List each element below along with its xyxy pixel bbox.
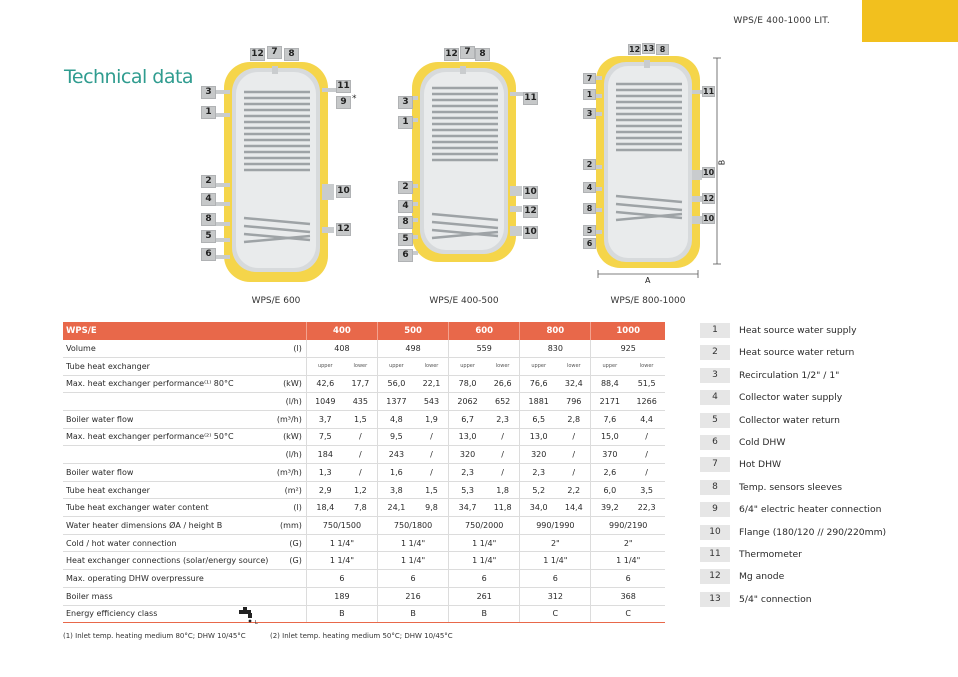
callout-label: 12 bbox=[703, 194, 715, 203]
row-label: Water heater dimensions ØA / height B bbox=[63, 517, 271, 535]
table-row bbox=[63, 605, 665, 623]
row-unit bbox=[271, 605, 306, 623]
row-label: Boiler water flow bbox=[63, 410, 271, 428]
table-cell: / bbox=[628, 464, 665, 482]
callout-label: 8 bbox=[201, 213, 216, 226]
row-unit: (l) bbox=[271, 499, 306, 517]
row-unit: (m²) bbox=[271, 481, 306, 499]
table-cell: 216 bbox=[378, 587, 449, 605]
row-unit: (l/h) bbox=[271, 446, 306, 464]
legend-number: 4 bbox=[700, 390, 730, 405]
table-cell: 1 1/4" bbox=[449, 552, 520, 570]
table-cell: 3,8 bbox=[378, 481, 415, 499]
table-cell: 1 1/4" bbox=[378, 534, 449, 552]
table-cell: 652 bbox=[486, 393, 520, 411]
row-label: Energy efficiency class bbox=[63, 605, 271, 623]
legend-item bbox=[700, 368, 900, 385]
table-cell: 13,0 bbox=[520, 428, 557, 446]
table-row bbox=[63, 340, 665, 358]
legend-item bbox=[700, 345, 900, 362]
row-unit: (kW) bbox=[271, 375, 306, 393]
footnote-1: (1) Inlet temp. heating medium 80°C; DHW 10/45°C bbox=[63, 632, 246, 640]
table-cell: 1,2 bbox=[344, 481, 378, 499]
row-label bbox=[63, 393, 271, 411]
row-unit bbox=[271, 570, 306, 588]
row-unit: (G) bbox=[271, 552, 306, 570]
table-cell: 5,2 bbox=[520, 481, 557, 499]
table-cell: / bbox=[557, 428, 591, 446]
row-label: Cold / hot water connection bbox=[63, 534, 271, 552]
technical-data-table bbox=[63, 322, 665, 623]
legend-number: 11 bbox=[700, 547, 730, 562]
legend-item bbox=[700, 413, 900, 430]
callout-label: 5 bbox=[583, 225, 596, 236]
table-cell: 750/1800 bbox=[378, 517, 449, 535]
table-cell: 2,3 bbox=[520, 464, 557, 482]
table-row bbox=[63, 357, 665, 375]
table-subheader: upper bbox=[591, 357, 628, 375]
table-subheader: lower bbox=[486, 357, 520, 375]
legend-text: Cold DHW bbox=[739, 437, 786, 448]
row-unit bbox=[271, 357, 306, 375]
table-subheader: lower bbox=[415, 357, 449, 375]
row-label: Tube heat exchanger water content bbox=[63, 499, 271, 517]
table-cell: 559 bbox=[449, 340, 520, 358]
callout-label: 9 bbox=[336, 96, 351, 109]
model-header: 800 bbox=[520, 322, 591, 340]
table-subheader: upper bbox=[520, 357, 557, 375]
legend-text: Hot DHW bbox=[739, 459, 782, 471]
table-row bbox=[63, 552, 665, 570]
table-cell: 2,2 bbox=[557, 481, 591, 499]
table-cell: 925 bbox=[591, 340, 665, 358]
table-subheader: lower bbox=[628, 357, 665, 375]
callout-label: 12 bbox=[251, 49, 264, 59]
table-cell: 1 1/4" bbox=[378, 552, 449, 570]
legend-number: 1 bbox=[700, 323, 730, 338]
callout-label: 7 bbox=[460, 46, 475, 59]
table-cell: 1,5 bbox=[344, 410, 378, 428]
legend-item bbox=[700, 323, 900, 340]
row-label: Max. heat exchanger performance⁽¹⁾ 80°C bbox=[63, 375, 271, 393]
table-cell: / bbox=[628, 428, 665, 446]
table-cell: / bbox=[415, 446, 449, 464]
tank-drawing-800-1000 bbox=[0, 0, 958, 300]
dimension-b-label: B bbox=[717, 159, 727, 166]
callout-label: 8 bbox=[656, 44, 669, 55]
table-cell: 7,8 bbox=[344, 499, 378, 517]
legend-number: 8 bbox=[700, 480, 730, 495]
table-cell: 990/1990 bbox=[520, 517, 591, 535]
legend-number: 5 bbox=[700, 413, 730, 428]
table-cell: 1,3 bbox=[306, 464, 343, 482]
table-cell: 7,5 bbox=[306, 428, 343, 446]
callout-label: 10 bbox=[703, 214, 715, 223]
legend-item bbox=[700, 592, 900, 609]
legend-number: 9 bbox=[700, 502, 730, 517]
table-cell: 312 bbox=[520, 587, 591, 605]
table-cell: 1,9 bbox=[415, 410, 449, 428]
legend-text: Heat source water return bbox=[739, 347, 855, 359]
callout-label: 3 bbox=[398, 96, 413, 109]
page-title: Technical data bbox=[64, 66, 194, 88]
model-header: 400 bbox=[306, 322, 377, 340]
callout-label: 7 bbox=[583, 73, 596, 84]
model-header: 500 bbox=[378, 322, 449, 340]
table-cell: / bbox=[557, 464, 591, 482]
table-cell: B bbox=[306, 605, 377, 623]
row-unit bbox=[271, 587, 306, 605]
table-cell: 2,3 bbox=[486, 410, 520, 428]
table-cell: 750/1500 bbox=[306, 517, 377, 535]
table-cell: 32,4 bbox=[557, 375, 591, 393]
table-cell: 2,9 bbox=[306, 481, 343, 499]
table-cell: 7,6 bbox=[591, 410, 628, 428]
callout-label: 2 bbox=[201, 175, 216, 188]
table-row bbox=[63, 428, 665, 446]
table-cell: 435 bbox=[344, 393, 378, 411]
legend-text: Mg anode bbox=[739, 571, 785, 583]
callout-label: 12 bbox=[445, 49, 458, 59]
table-cell: 9,8 bbox=[415, 499, 449, 517]
table-row bbox=[63, 570, 665, 588]
table-cell: / bbox=[486, 446, 520, 464]
row-label: Boiler mass bbox=[63, 587, 271, 605]
row-unit: (l/h) bbox=[271, 393, 306, 411]
table-cell: 3,7 bbox=[306, 410, 343, 428]
row-label: Max. heat exchanger performance⁽²⁾ 50°C bbox=[63, 428, 271, 446]
table-cell: 6 bbox=[306, 570, 377, 588]
footnote-2: (2) Inlet temp. heating medium 50°C; DHW 10/45°C bbox=[270, 632, 453, 640]
callout-label: 12 bbox=[524, 206, 537, 216]
table-cell: 3,5 bbox=[628, 481, 665, 499]
row-label: Boiler water flow bbox=[63, 464, 271, 482]
callout-label: 8 bbox=[284, 48, 299, 61]
svg-text:L: L bbox=[255, 620, 258, 625]
table-cell: 39,2 bbox=[591, 499, 628, 517]
callout-label: 10 bbox=[703, 168, 715, 177]
table-cell: 1049 bbox=[306, 393, 343, 411]
table-subheader: upper bbox=[378, 357, 415, 375]
table-cell: 408 bbox=[306, 340, 377, 358]
table-row bbox=[63, 446, 665, 464]
table-cell: 1266 bbox=[628, 393, 665, 411]
table-cell: 6 bbox=[378, 570, 449, 588]
table-cell: 1 1/4" bbox=[520, 552, 591, 570]
table-row bbox=[63, 587, 665, 605]
table-cell: 2062 bbox=[449, 393, 486, 411]
legend-item bbox=[700, 525, 900, 542]
table-cell: B bbox=[449, 605, 520, 623]
diagram-caption: WPS/E 400-500 bbox=[429, 296, 499, 306]
callout-label: 10 bbox=[524, 187, 537, 197]
table-cell: 2" bbox=[591, 534, 665, 552]
table-cell: 189 bbox=[306, 587, 377, 605]
table-cell: 2,8 bbox=[557, 410, 591, 428]
row-unit: (m³/h) bbox=[271, 410, 306, 428]
callout-label: 7 bbox=[267, 46, 282, 59]
table-row bbox=[63, 393, 665, 411]
table-row bbox=[63, 499, 665, 517]
table-cell: / bbox=[415, 464, 449, 482]
model-header: 1000 bbox=[591, 322, 665, 340]
table-cell: 17,7 bbox=[344, 375, 378, 393]
callout-label: 5 bbox=[398, 233, 413, 246]
callout-label: 11 bbox=[703, 87, 715, 96]
legend-text: Temp. sensors sleeves bbox=[739, 481, 842, 493]
table-cell: / bbox=[415, 428, 449, 446]
table-cell: 76,6 bbox=[520, 375, 557, 393]
table-cell: 4,4 bbox=[628, 410, 665, 428]
legend-number: 2 bbox=[700, 345, 730, 360]
table-cell: 24,1 bbox=[378, 499, 415, 517]
table-subheader: upper bbox=[306, 357, 343, 375]
callout-label: 12 bbox=[337, 224, 350, 234]
table-cell: C bbox=[520, 605, 591, 623]
table-cell: 6,0 bbox=[591, 481, 628, 499]
table-cell: 261 bbox=[449, 587, 520, 605]
table-cell: 22,1 bbox=[415, 375, 449, 393]
table-cell: 9,5 bbox=[378, 428, 415, 446]
row-unit: (G) bbox=[271, 534, 306, 552]
callout-label: 10 bbox=[337, 186, 350, 196]
table-subheader: upper bbox=[449, 357, 486, 375]
table-cell: 1 1/4" bbox=[306, 552, 377, 570]
table-cell: 2" bbox=[520, 534, 591, 552]
table-cell: 184 bbox=[306, 446, 343, 464]
table-cell: 543 bbox=[415, 393, 449, 411]
legend-text: Flange (180/120 // 290/220mm) bbox=[739, 526, 887, 538]
table-cell: 1881 bbox=[520, 393, 557, 411]
table-cell: 22,3 bbox=[628, 499, 665, 517]
callout-label: 11 bbox=[337, 81, 350, 91]
table-cell: 370 bbox=[591, 446, 628, 464]
legend-text: Thermometer bbox=[739, 549, 802, 560]
table-cell: 6,7 bbox=[449, 410, 486, 428]
legend-text: Collector water return bbox=[739, 414, 840, 426]
dimension-a-label: A bbox=[645, 276, 651, 285]
callout-label: 8 bbox=[583, 203, 596, 214]
row-unit: (l) bbox=[271, 340, 306, 358]
row-label bbox=[63, 446, 271, 464]
table-cell: / bbox=[344, 428, 378, 446]
diagram-caption: WPS/E 800-1000 bbox=[610, 296, 686, 306]
callout-label: 3 bbox=[201, 86, 216, 99]
table-cell: 243 bbox=[378, 446, 415, 464]
legend-number: 13 bbox=[700, 592, 730, 607]
row-label: Max. operating DHW overpressure bbox=[63, 570, 271, 588]
row-label: Volume bbox=[63, 340, 271, 358]
footnote-star: * bbox=[352, 94, 357, 104]
legend-number: 10 bbox=[700, 525, 730, 540]
legend-item bbox=[700, 480, 900, 497]
row-unit: (mm) bbox=[271, 517, 306, 535]
table-cell: 1,6 bbox=[378, 464, 415, 482]
table-cell: 26,6 bbox=[486, 375, 520, 393]
table-cell: / bbox=[557, 446, 591, 464]
callout-label: 4 bbox=[201, 193, 216, 206]
table-cell: 13,0 bbox=[449, 428, 486, 446]
legend-item bbox=[700, 502, 900, 519]
table-row bbox=[63, 464, 665, 482]
callout-label: 2 bbox=[583, 159, 596, 170]
table-cell: 498 bbox=[378, 340, 449, 358]
table-header-label: WPS/E bbox=[63, 322, 306, 340]
legend-item bbox=[700, 569, 900, 586]
table-cell: 368 bbox=[591, 587, 665, 605]
table-cell: 830 bbox=[520, 340, 591, 358]
legend-text: Collector water supply bbox=[739, 392, 843, 404]
table-row bbox=[63, 517, 665, 535]
legend-text: Heat source water supply bbox=[739, 325, 857, 336]
table-cell: 796 bbox=[557, 393, 591, 411]
callout-label: 13 bbox=[643, 44, 655, 53]
table-cell: 1,5 bbox=[415, 481, 449, 499]
callout-label: 8 bbox=[398, 216, 413, 229]
legend-text: 5/4" connection bbox=[739, 593, 812, 605]
row-label: Tube heat exchanger bbox=[63, 357, 271, 375]
table-subheader: lower bbox=[557, 357, 591, 375]
table-cell: 320 bbox=[520, 446, 557, 464]
row-unit: (kW) bbox=[271, 428, 306, 446]
row-label: Heat exchanger connections (solar/energy source) bbox=[63, 552, 271, 570]
table-cell: / bbox=[486, 428, 520, 446]
legend-item bbox=[700, 547, 900, 564]
table-cell: 2,6 bbox=[591, 464, 628, 482]
callout-label: 6 bbox=[583, 238, 596, 249]
table-cell: 1377 bbox=[378, 393, 415, 411]
legend-item bbox=[700, 390, 900, 407]
diagram-caption: WPS/E 600 bbox=[251, 296, 301, 306]
table-cell: B bbox=[378, 605, 449, 623]
table-subheader: lower bbox=[344, 357, 378, 375]
table-header-row bbox=[63, 322, 665, 340]
callout-label: 3 bbox=[583, 108, 596, 119]
table-cell: 78,0 bbox=[449, 375, 486, 393]
legend-text: 6/4" electric heater connection bbox=[739, 504, 882, 516]
callout-label: 1 bbox=[201, 106, 216, 119]
table-cell: 6 bbox=[520, 570, 591, 588]
table-row bbox=[63, 481, 665, 499]
table-cell: 18,4 bbox=[306, 499, 343, 517]
table-row bbox=[63, 534, 665, 552]
table-cell: 15,0 bbox=[591, 428, 628, 446]
table-cell: 34,0 bbox=[520, 499, 557, 517]
table-cell: 750/2000 bbox=[449, 517, 520, 535]
row-label: Tube heat exchanger bbox=[63, 481, 271, 499]
table-row bbox=[63, 375, 665, 393]
callout-label: 6 bbox=[398, 249, 413, 262]
legend-text: Recirculation 1/2" / 1" bbox=[739, 369, 840, 381]
table-cell: 6,5 bbox=[520, 410, 557, 428]
table-cell: / bbox=[628, 446, 665, 464]
table-cell: 11,8 bbox=[486, 499, 520, 517]
water-tap-icon bbox=[236, 607, 260, 629]
table-cell: 2,3 bbox=[449, 464, 486, 482]
legend-number: 7 bbox=[700, 457, 730, 472]
table-cell: 1,8 bbox=[486, 481, 520, 499]
table-cell: C bbox=[591, 605, 665, 623]
legend-number: 3 bbox=[700, 368, 730, 383]
table-cell: 1 1/4" bbox=[591, 552, 665, 570]
callout-label: 8 bbox=[475, 48, 490, 61]
callout-label: 5 bbox=[201, 230, 216, 243]
callout-label: 1 bbox=[583, 89, 596, 100]
callout-label: 4 bbox=[398, 200, 413, 213]
table-cell: / bbox=[344, 464, 378, 482]
table-cell: 1 1/4" bbox=[306, 534, 377, 552]
callout-label: 12 bbox=[629, 45, 641, 54]
table-cell: / bbox=[486, 464, 520, 482]
table-cell: 42,6 bbox=[306, 375, 343, 393]
table-cell: 2171 bbox=[591, 393, 628, 411]
table-row bbox=[63, 410, 665, 428]
callout-label: 4 bbox=[583, 182, 596, 193]
legend-number: 6 bbox=[700, 435, 730, 450]
table-cell: 1 1/4" bbox=[449, 534, 520, 552]
table-cell: 5,3 bbox=[449, 481, 486, 499]
table-cell: 34,7 bbox=[449, 499, 486, 517]
legend-item bbox=[700, 457, 900, 474]
callout-label: 6 bbox=[201, 248, 216, 261]
row-unit: (m³/h) bbox=[271, 464, 306, 482]
legend-item bbox=[700, 435, 900, 452]
table-cell: 56,0 bbox=[378, 375, 415, 393]
table-cell: 6 bbox=[449, 570, 520, 588]
callout-label: 1 bbox=[398, 116, 413, 129]
callout-label: 2 bbox=[398, 181, 413, 194]
table-cell: 320 bbox=[449, 446, 486, 464]
table-cell: / bbox=[344, 446, 378, 464]
legend-number: 12 bbox=[700, 569, 730, 584]
table-cell: 4,8 bbox=[378, 410, 415, 428]
callout-label: 11 bbox=[524, 93, 537, 103]
table-cell: 14,4 bbox=[557, 499, 591, 517]
table-cell: 88,4 bbox=[591, 375, 628, 393]
table-cell: 6 bbox=[591, 570, 665, 588]
model-header: 600 bbox=[449, 322, 520, 340]
page-code: WPS/E 400-1000 LIT. bbox=[733, 16, 830, 26]
table-cell: 990/2190 bbox=[591, 517, 665, 535]
table-cell: 51,5 bbox=[628, 375, 665, 393]
callout-label: 10 bbox=[524, 227, 537, 237]
